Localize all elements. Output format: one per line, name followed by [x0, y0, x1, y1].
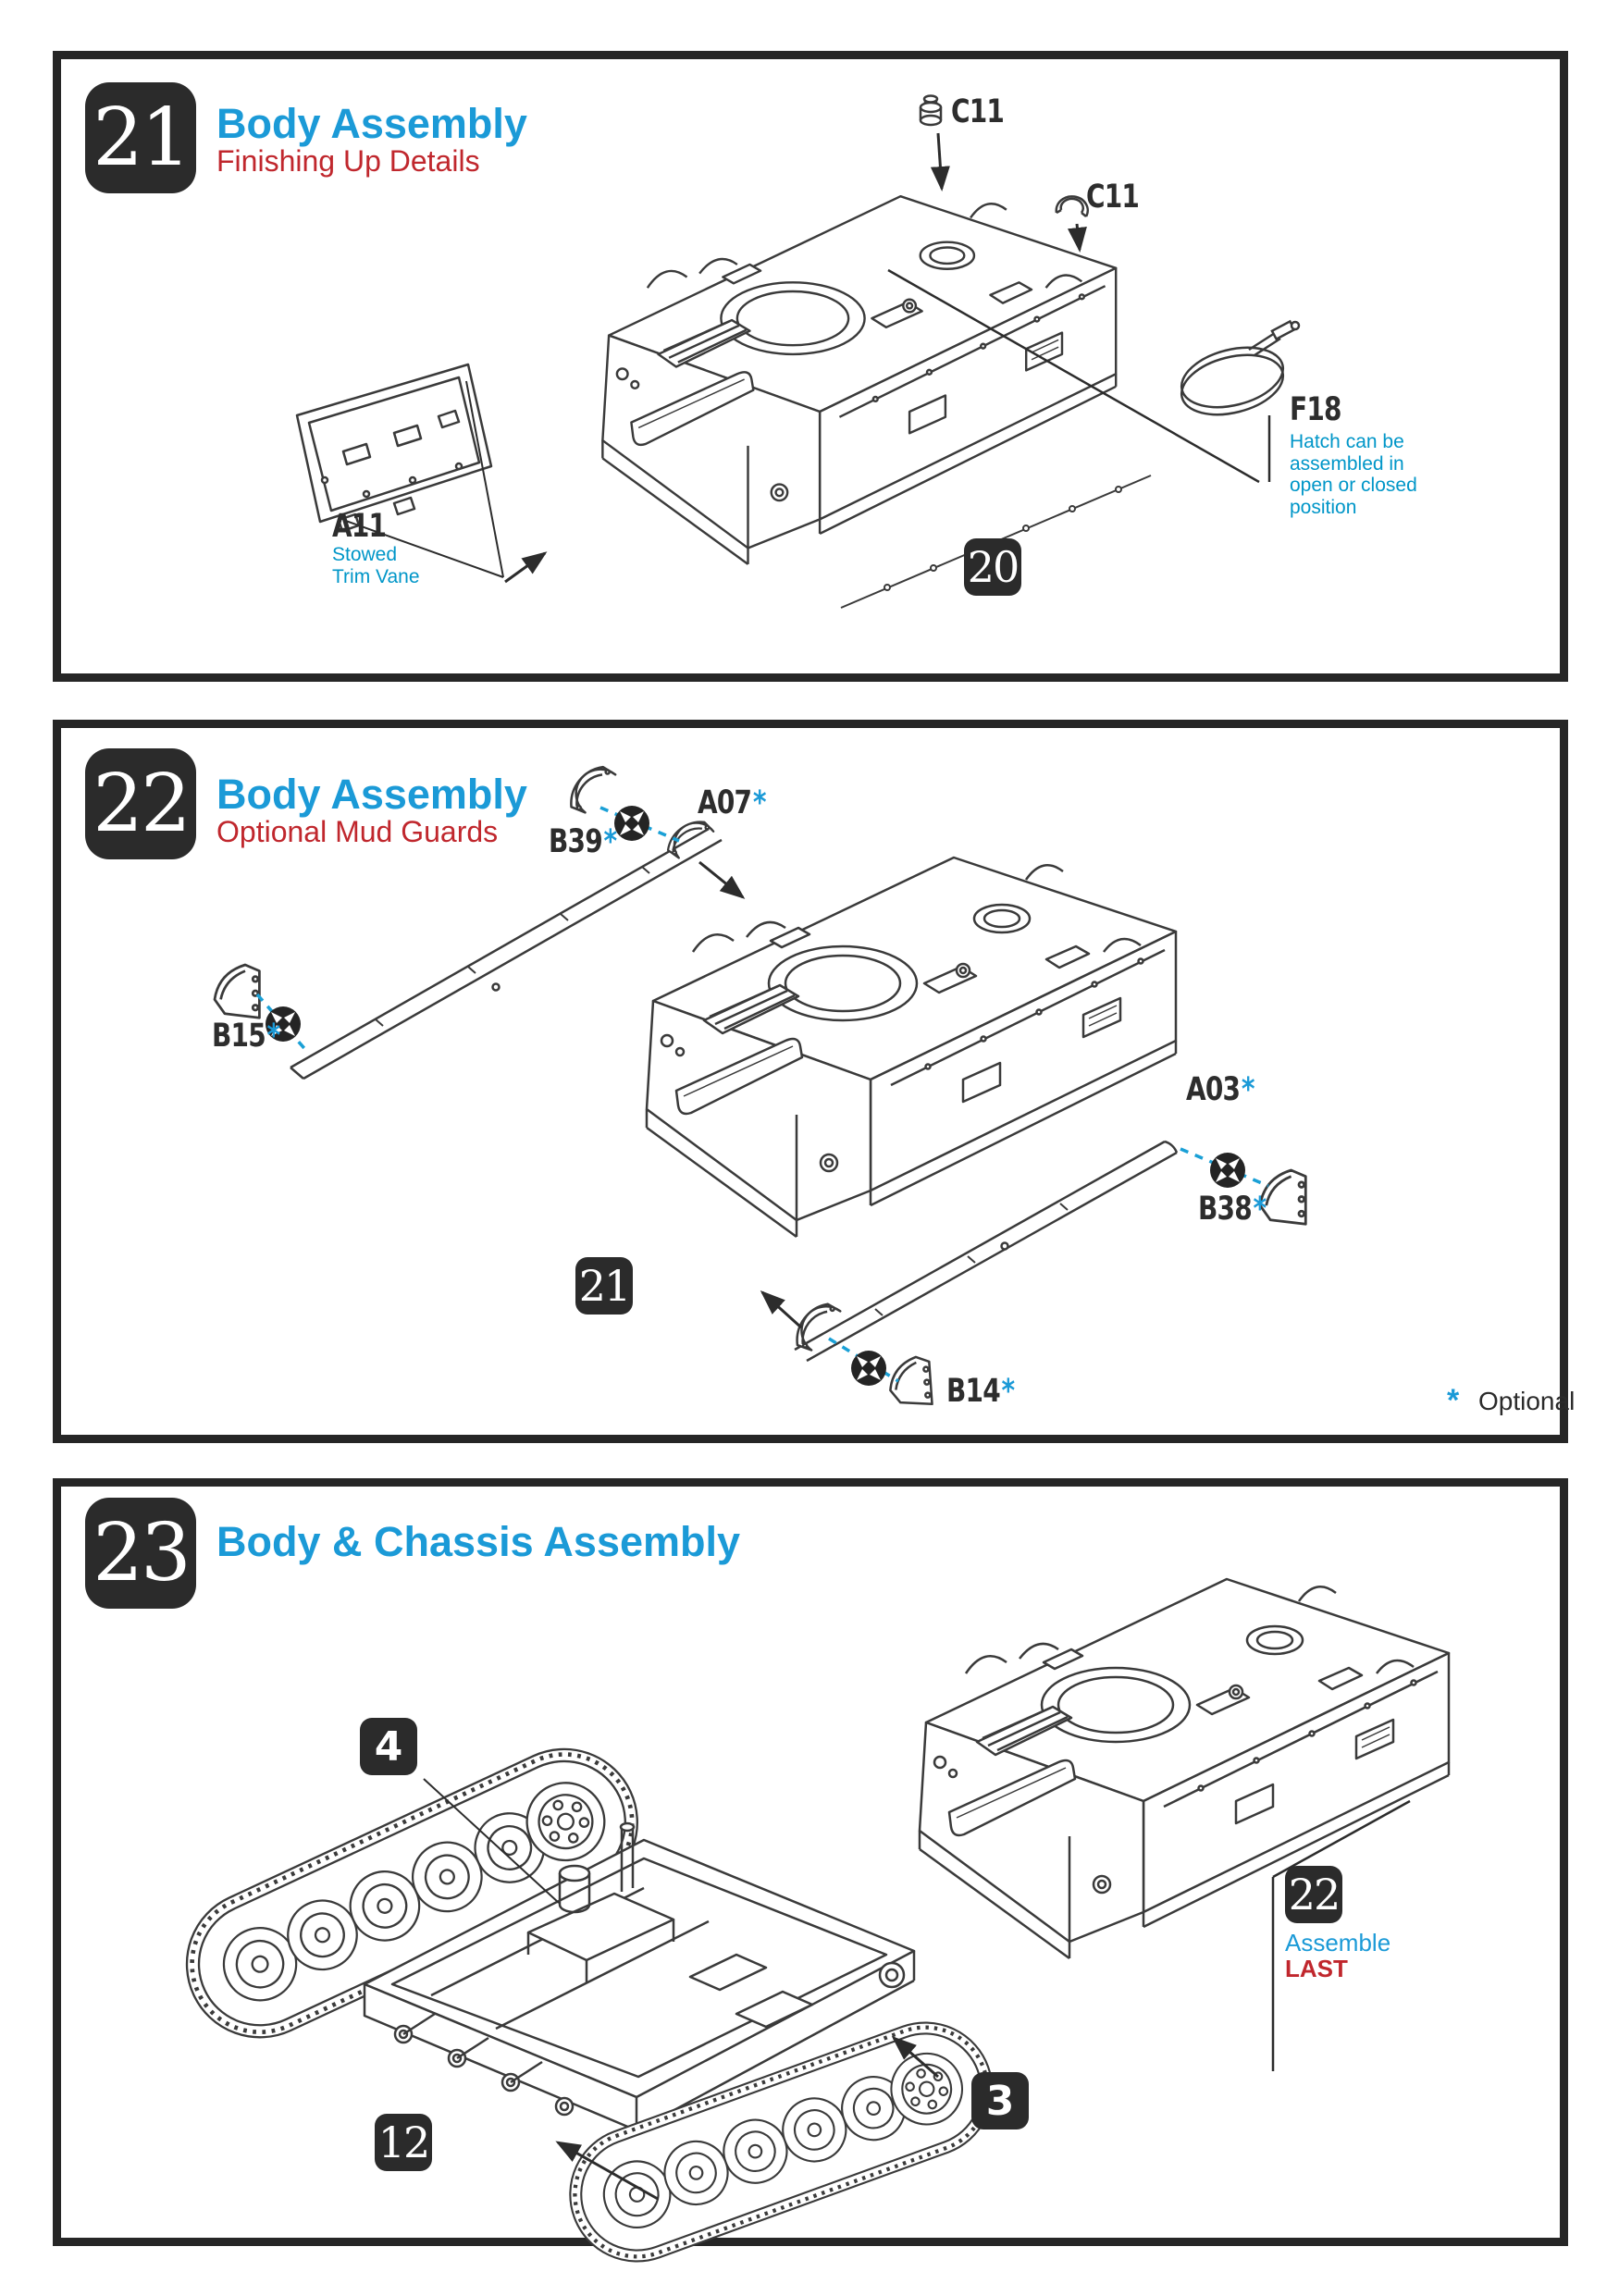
lower-rail-arrow	[762, 1292, 801, 1327]
panel-subtitle: Optional Mud Guards	[216, 815, 499, 848]
part-label-b15: B15*	[212, 1018, 280, 1055]
footnote-optional: Optional	[1478, 1387, 1576, 1415]
step-23-panel	[53, 1478, 1568, 2246]
upper-rail-arrow	[699, 862, 743, 897]
part-label-a03: A03*	[1186, 1071, 1254, 1108]
a11-arrow	[505, 553, 545, 582]
b38-part	[1260, 1170, 1305, 1224]
a11-leader-line	[466, 381, 503, 577]
part-label-f18: F18	[1290, 391, 1341, 428]
panel-title: Body Assembly	[216, 771, 527, 818]
part-label-a07: A07*	[698, 784, 766, 821]
apc-body-illustration	[602, 196, 1116, 564]
rotate-symbol-icon	[614, 806, 649, 841]
part-label-a11: A11	[332, 508, 387, 545]
part-label-b39: B39*	[549, 823, 617, 860]
b39-part	[566, 765, 620, 814]
f18-note: Hatch can be assembled in open or closed position	[1290, 431, 1417, 518]
panel-title: Body Assembly	[216, 100, 527, 147]
part-label-c11-top: C11	[951, 93, 1005, 130]
assemble-last-note: LAST	[1285, 1955, 1348, 1982]
part-label-b38: B38*	[1198, 1191, 1267, 1228]
b15-part	[215, 965, 259, 1018]
c11-side-arrow	[1077, 224, 1080, 250]
subassembly-badge-4: 4	[360, 1718, 417, 1775]
step-number-badge: 21	[85, 82, 196, 193]
panel-subtitle: Finishing Up Details	[216, 144, 480, 178]
optional-star: *	[266, 1018, 280, 1055]
optional-star: *	[1253, 1191, 1267, 1228]
subassembly-badge-21: 21	[575, 1257, 633, 1315]
subassembly-badge-20: 20	[964, 538, 1021, 596]
optional-star: *	[752, 784, 766, 821]
optional-star: *	[603, 823, 617, 860]
rotate-symbol-icon	[851, 1351, 886, 1386]
f18-hatch-part	[1175, 321, 1299, 424]
footnote-star: *	[1447, 1383, 1460, 1418]
subassembly-badge-22: 22	[1285, 1866, 1342, 1923]
a11-note: Stowed Trim Vane	[332, 544, 420, 587]
step-number-badge: 22	[85, 748, 196, 859]
part-label-c11-side: C11	[1086, 179, 1140, 216]
panel-title: Body & Chassis Assembly	[216, 1518, 741, 1565]
part-label-b14: B14*	[946, 1373, 1015, 1410]
a11-trim-vane-part	[297, 364, 491, 531]
c11-top-arrow	[938, 133, 942, 189]
step-22-panel	[53, 720, 1576, 1443]
c11-part-side	[1057, 196, 1088, 216]
step-number-badge: 23	[85, 1498, 196, 1609]
step-21-panel	[53, 51, 1568, 682]
optional-star: *	[1001, 1373, 1015, 1410]
rotate-symbol-icon	[1210, 1153, 1245, 1188]
subassembly-badge-3: 3	[971, 2072, 1029, 2129]
optional-star: *	[1241, 1071, 1254, 1108]
c11-part-top	[921, 96, 941, 126]
subassembly-badge-12: 12	[375, 2114, 432, 2171]
assemble-note: Assemble	[1285, 1929, 1391, 1957]
apc-body-illustration	[920, 1579, 1449, 1958]
b14-part	[888, 1356, 933, 1407]
